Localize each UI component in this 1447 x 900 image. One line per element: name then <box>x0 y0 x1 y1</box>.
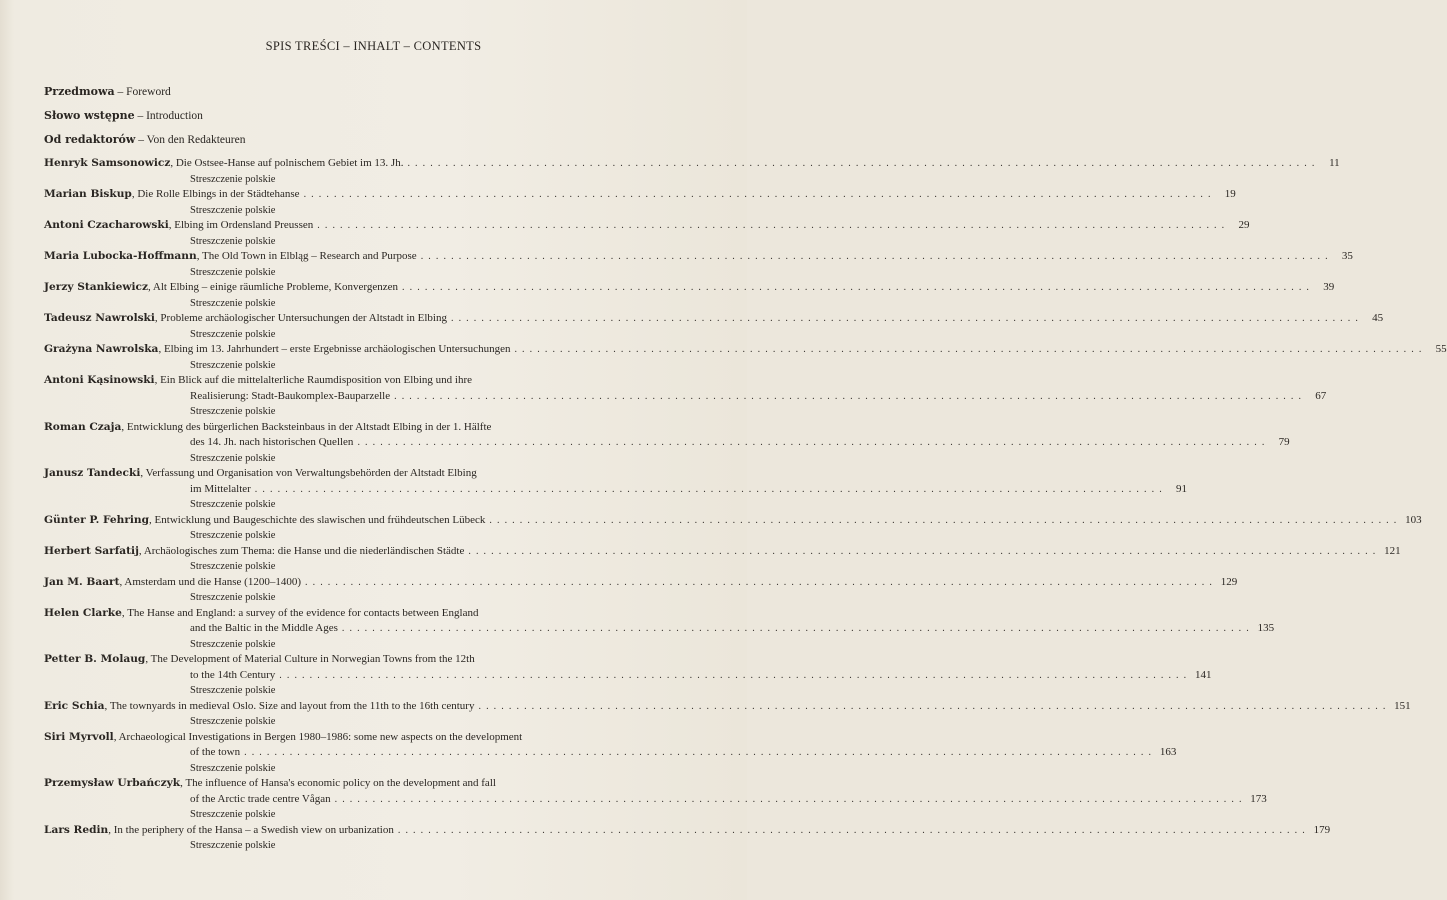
dot-leader: . . . . . . . . . . . . . . . . . . . . . . . . . . . . . . . . . . . . . . . . . . . . . . . . . . . . . . . . . . . . . . . . . . . . . . . . . . . . . . . . . . . . . . . . . . . . . . . . . . . . . . . . . . . . . . . . . . . . . . . . <box>341 623 1251 634</box>
toc-entry-line <box>44 420 688 436</box>
page-number: 79 <box>1278 436 1290 448</box>
entry-title-text <box>44 187 300 203</box>
entry-title: , Verfassung und Organisation von Verwaltungsbehörden der Altstadt Elbing <box>140 467 477 479</box>
entry-author: Grażyna Nawrolska <box>44 343 159 355</box>
toc-entry-line <box>44 482 1187 498</box>
toc-entry-line <box>44 156 1340 172</box>
polish-summary-label: Streszczenie polskie <box>190 235 276 247</box>
toc-entry-line <box>44 544 1401 560</box>
entry-title-text <box>44 280 398 296</box>
dot-leader: . . . . . . . . . . . . . . . . . . . . . . . . . . . . . . . . . . . . . . . . . . . . . . . . . . . . . . . . . . . . . . . . . . . . . . . . . . . . . . . . . . . . . . . . . . . . . . . . . . . . . . . . . . . . . . . . . . . . . . . . <box>357 437 1266 448</box>
toc-entry <box>44 420 1290 467</box>
entry-title-text <box>190 745 240 761</box>
entry-title-text <box>44 420 491 436</box>
entry-title-text <box>190 482 251 498</box>
polish-summary-label: Streszczenie polskie <box>190 762 276 774</box>
toc-entry <box>44 156 1340 187</box>
entry-author: Henryk Samsonowicz <box>44 157 171 169</box>
entry-title-text <box>190 668 275 684</box>
prelim-label: Od redaktorów <box>44 133 136 146</box>
toc-entry-line <box>44 466 688 482</box>
page-number: 163 <box>1159 746 1177 758</box>
entry-title: , Die Rolle Elbings in der Städtehanse <box>131 188 300 200</box>
entry-title-text <box>44 342 510 358</box>
dot-leader: . . . . . . . . . . . . . . . . . . . . . . . . . . . . . . . . . . . . . . . . . . . . . . . . . . . . . . . . . . . . . . . . . . . . . . . . . . . . . . . . . . . . . . . . . . . . . . . . . . . . . . . . . . . . . . . . . . . . . . . . <box>305 576 1214 588</box>
toc-entry <box>44 544 1401 575</box>
polish-summary-label: Streszczenie polskie <box>190 809 276 820</box>
entry-title-text <box>44 730 522 746</box>
entry-title-text <box>44 699 474 715</box>
entry-title: des 14. Jh. nach historischen Quellen <box>190 436 354 448</box>
prelim-label: Słowo wstępne <box>44 109 135 122</box>
entry-author: Herbert Sarfatij <box>44 544 139 557</box>
table-of-contents <box>44 84 1447 854</box>
entry-title-text <box>190 389 390 405</box>
toc-entry <box>44 699 1411 730</box>
prelim-translation: – Foreword <box>114 86 171 98</box>
entry-title: of the town <box>190 746 241 758</box>
toc-entry <box>44 342 1447 373</box>
entry-author: Antoni Kąsinowski <box>44 374 155 386</box>
polish-summary-label: Streszczenie polskie <box>190 592 276 603</box>
entry-title: , Archaeological Investigations in Bergen 1980–1986: some new aspects on the development <box>113 730 523 743</box>
toc-entry <box>44 575 1238 606</box>
page-number: 141 <box>1194 668 1212 681</box>
page-number: 11 <box>1329 157 1340 169</box>
page-number: 173 <box>1250 792 1267 805</box>
entry-title: , In the periphery of the Hansa – a Swedish view on urbanization <box>108 823 394 836</box>
polish-summary-label: Streszczenie polskie <box>190 840 276 851</box>
toc-entry <box>44 311 1384 342</box>
entry-title: , Alt Elbing – einige räumliche Probleme, Konvergenzen <box>148 281 399 293</box>
page-number: 129 <box>1220 575 1238 588</box>
entry-title-text <box>44 156 403 172</box>
toc-entry <box>44 652 1212 699</box>
dot-leader: . . . . . . . . . . . . . . . . . . . . . . . . . . . . . . . . . . . . . . . . . . . . . . . . . . . . . . . . . . . . . . . . . . . . . . . . . . . . . . . . . . . . . . . . . . . . . . . . . . . . . . . . . . . . . . . . . . . . . . . . <box>317 220 1226 231</box>
entry-title: and the Baltic in the Middle Ages <box>190 622 338 634</box>
entry-title-text <box>44 311 447 327</box>
toc-entry-line <box>44 730 688 746</box>
toc-entry <box>44 249 1353 280</box>
page-number: 151 <box>1394 699 1411 712</box>
page-number: 29 <box>1238 219 1250 231</box>
prelim-entry <box>44 108 688 132</box>
polish-summary-label: Streszczenie polskie <box>190 638 276 650</box>
entry-author: Marian Biskup <box>44 188 132 200</box>
prelim-entry <box>44 132 688 156</box>
toc-entry <box>44 373 1327 420</box>
dot-leader: . . . . . . . . . . . . . . . . . . . . . . . . . . . . . . . . . . . . . . . . . . . . . . . . . . . . . . . . . . . . . . . . . . . . . . . . . . . . . . . . . . . . . . . . . . . . . . . . . . . . . . . . . . . . . . . . . . . . . . . . <box>303 189 1212 200</box>
toc-entry <box>44 218 1250 249</box>
entry-title-text <box>44 373 472 389</box>
page-number: 135 <box>1257 622 1275 634</box>
dot-leader: . . . . . . . . . . . . . . . . . . . . . . . . . . . . . . . . . . . . . . . . . . . . . . . . . . . . . . . . . . . . . . . . . . . . . . . . . . . . . . . . . . . . . . . . . . . . . . . . . . . . . . . . . . . . . . . . . . . . . . . . <box>397 824 1307 836</box>
toc-entry-line <box>44 699 1411 715</box>
entry-title: , Elbing im 13. Jahrhundert – erste Ergebnisse archäologischen Untersuchungen <box>158 343 511 355</box>
dot-leader: . . . . . . . . . . . . . . . . . . . . . . . . . . . . . . . . . . . . . . . . . . . . . . . . . . . . . . . . . . . . . . . . . . . . . . . . . . . . . . . . . . . . . . . . . . . . . . . . . . . . . . . . . . . . . . . . . . . . . . . . <box>489 514 1398 526</box>
polish-summary-label: Streszczenie polskie <box>190 359 276 371</box>
dot-leader: . . . . . . . . . . . . . . . . . . . . . . . . . . . . . . . . . . . . . . . . . . . . . . . . . . . . . . . . . . . . . . . . . . . . . . . . . . . . . . . . . . . . . . . . . . . . . . . . . . . . . . . . . . . . . . . . . . . . . . . . <box>450 313 1360 324</box>
toc-entry <box>44 606 1275 653</box>
entry-title: , Die Ostsee-Hanse auf polnischem Gebiet im 13. Jh. <box>170 157 404 169</box>
prelim-translation: – Von den Redakteuren <box>135 134 246 146</box>
toc-entry-line <box>44 218 1250 234</box>
dot-leader: . . . . . . . . . . . . . . . . . . . . . . . . . . . . . . . . . . . . . . . . . . . . . . . . . . . . . . . . . . . . . . . . . . . . . . . . . . . . . . . . . . . . . . . . . . . . . . . . . . . . . . . . . . . . . . . . . . . . . . . . <box>420 251 1329 262</box>
entry-title: of the Arctic trade centre Vågan <box>190 792 331 805</box>
toc-entry-line <box>44 621 1275 637</box>
toc-entry <box>44 187 1236 218</box>
entry-title-text <box>44 652 475 668</box>
entry-title-text <box>44 249 417 265</box>
entry-author: Günter P. Fehring <box>44 513 150 526</box>
polish-summary-label: Streszczenie polskie <box>190 452 276 464</box>
entry-title: , Amsterdam und die Hanse (1200–1400) <box>119 575 301 588</box>
entry-title: , Archäologisches zum Thema: die Hanse und die niederländischen Städte <box>138 544 465 557</box>
page-number: 103 <box>1405 513 1422 526</box>
entry-title-text <box>190 792 331 808</box>
toc-entry-line <box>44 575 1238 591</box>
dot-leader: . . . . . . . . . . . . . . . . . . . . . . . . . . . . . . . . . . . . . . . . . . . . . . . . . . . . . . . . . . . . . . . . . . . . . . . . . . . . . . . . . . . . . . . . . . . . . . . . . . . . . . . . . . . . . . . . . . . . . . . . <box>334 793 1243 805</box>
entry-title: , The Hanse and England: a survey of the evidence for contacts between England <box>121 606 479 619</box>
entry-title: to the 14th Century <box>190 668 276 681</box>
prelim-translation: – Introduction <box>134 110 203 122</box>
page-number: 39 <box>1323 281 1335 293</box>
toc-entry-line <box>44 513 1422 529</box>
dot-leader: . . . . . . . . . . . . . . . . . . . . . . . . . . . . . . . . . . . . . . . . . . . . . . . . . . . . . . . . . . . . . . . . . . . . . . . . . . . . . . . . . . . . . . . . . . . . . . . . . . . . . . . . . . . . . . . . . . . . . . . . <box>394 390 1303 402</box>
polish-summary-label: Streszczenie polskie <box>190 173 276 185</box>
toc-entry-line <box>44 280 1335 296</box>
polish-summary-label: Streszczenie polskie <box>190 297 276 309</box>
entry-author: Jerzy Stankiewicz <box>44 281 149 293</box>
entry-title-text <box>44 575 301 591</box>
entry-title-text <box>44 606 478 622</box>
entry-title-text <box>44 466 477 482</box>
entry-title: , Elbing im Ordensland Preussen <box>168 219 314 231</box>
toc-entry-line <box>44 745 1177 761</box>
toc-entry-line <box>44 776 688 792</box>
polish-summary-label: Streszczenie polskie <box>190 266 276 278</box>
toc-entry-line <box>44 792 1267 808</box>
entry-title-text <box>44 218 313 234</box>
page-number: 67 <box>1315 389 1327 402</box>
entry-title: , The influence of Hansa's economic policy on the development and fall <box>180 777 496 789</box>
dot-leader: . . . . . . . . . . . . . . . . . . . . . . . . . . . . . . . . . . . . . . . . . . . . . . . . . . . . . . . . . . . . . . . . . . . . . . . . . . . . . . . . . . . . . . . . . . . . . . . . . . . . . . . . . . . . . . . . . . . . . . . . <box>244 747 1153 758</box>
entry-author: Eric Schia <box>44 699 105 712</box>
dot-leader: . . . . . . . . . . . . . . . . . . . . . . . . . . . . . . . . . . . . . . . . . . . . . . . . . . . . . . . . . . . . . . . . . . . . . . . . . . . . . . . . . . . . . . . . . . . . . . . . . . . . . . . . . . . . . . . . . . . . . . . . <box>279 669 1188 681</box>
entry-author: Janusz Tandecki <box>44 467 141 479</box>
toc-entry <box>44 776 1267 823</box>
page-number: 19 <box>1224 188 1236 200</box>
toc-entry-line <box>44 668 1212 684</box>
polish-summary-label: Streszczenie polskie <box>190 685 276 696</box>
dot-leader: . . . . . . . . . . . . . . . . . . . . . . . . . . . . . . . . . . . . . . . . . . . . . . . . . . . . . . . . . . . . . . . . . . . . . . . . . . . . . . . . . . . . . . . . . . . . . . . . . . . . . . . . . . . . . . . . . . . . . . . . <box>402 282 1311 293</box>
entry-author: Maria Lubocka-Hoffmann <box>44 250 197 262</box>
polish-summary-label: Streszczenie polskie <box>190 204 276 216</box>
entry-author: Lars Redin <box>44 823 109 836</box>
dot-leader: . . . . . . . . . . . . . . . . . . . . . . . . . . . . . . . . . . . . . . . . . . . . . . . . . . . . . . . . . . . . . . . . . . . . . . . . . . . . . . . . . . . . . . . . . . . . . . . . . . . . . . . . . . . . . . . . . . . . . . . . <box>407 158 1316 169</box>
page-number: 45 <box>1372 312 1384 324</box>
entry-title: , The Development of Material Culture in Norwegian Towns from the 12th <box>145 653 475 665</box>
toc-entry-line <box>44 435 1290 451</box>
toc-entry <box>44 513 1422 544</box>
entry-title: , Ein Blick auf die mittelalterliche Raumdisposition von Elbing und ihre <box>154 374 472 386</box>
toc-entry-line <box>44 342 1447 358</box>
entry-title: , The Old Town in Elbląg – Research and Purpose <box>196 250 417 262</box>
entry-title-text <box>44 544 464 560</box>
entry-title: , Probleme archäologischer Untersuchungen der Altstadt in Elbing <box>154 312 447 324</box>
page-title: SPIS TREŚCI – INHALT – CONTENTS <box>265 39 482 53</box>
entry-author: Tadeusz Nawrolski <box>44 312 155 324</box>
toc-entry-line <box>44 389 1327 405</box>
toc-entry <box>44 823 1331 854</box>
dot-leader: . . . . . . . . . . . . . . . . . . . . . . . . . . . . . . . . . . . . . . . . . . . . . . . . . . . . . . . . . . . . . . . . . . . . . . . . . . . . . . . . . . . . . . . . . . . . . . . . . . . . . . . . . . . . . . . . . . . . . . . . <box>478 700 1387 712</box>
entry-title-text <box>44 776 496 792</box>
entry-author: Antoni Czacharowski <box>44 219 169 231</box>
entry-title: Realisierung: Stadt-Baukomplex-Bauparzelle <box>190 389 391 402</box>
page-number: 91 <box>1176 482 1187 495</box>
toc-entry-line <box>44 249 1353 265</box>
entry-author: Przemysław Urbańczyk <box>44 777 181 789</box>
page-number: 35 <box>1341 250 1353 262</box>
polish-summary-label: Streszczenie polskie <box>190 328 276 340</box>
entry-author: Jan M. Baart <box>44 575 120 588</box>
toc-entry-line <box>44 606 688 622</box>
toc-entry-line <box>44 823 1331 839</box>
toc-entry-line <box>44 311 1384 327</box>
entry-author: Helen Clarke <box>44 606 122 619</box>
prelim-entry <box>44 84 688 108</box>
entry-author: Roman Czaja <box>44 420 122 433</box>
toc-entry-line <box>44 652 688 668</box>
entry-title-text <box>190 435 353 451</box>
toc-entry-line <box>44 187 1236 203</box>
prelim-label: Przedmowa <box>44 85 115 98</box>
entry-title-text <box>44 823 394 839</box>
entry-author: Siri Myrvoll <box>44 730 114 743</box>
toc-entry-line <box>44 373 688 389</box>
toc-entry <box>44 466 1187 513</box>
polish-summary-label: Streszczenie polskie <box>190 561 276 572</box>
polish-summary-label: Streszczenie polskie <box>190 499 276 510</box>
polish-summary-label: Streszczenie polskie <box>190 406 276 417</box>
dot-leader: . . . . . . . . . . . . . . . . . . . . . . . . . . . . . . . . . . . . . . . . . . . . . . . . . . . . . . . . . . . . . . . . . . . . . . . . . . . . . . . . . . . . . . . . . . . . . . . . . . . . . . . . . . . . . . . . . . . . . . . . <box>514 344 1423 355</box>
page-number: 55 <box>1435 343 1447 355</box>
entry-author: Petter B. Molaug <box>44 653 146 665</box>
polish-summary-label: Streszczenie polskie <box>190 530 276 541</box>
entry-title: im Mittelalter <box>190 482 251 495</box>
entry-title-text <box>190 621 338 637</box>
entry-title-text <box>44 513 485 529</box>
page-number: 121 <box>1384 544 1401 557</box>
toc-entry <box>44 280 1335 311</box>
page-number: 179 <box>1313 823 1331 836</box>
entry-title: , Entwicklung des bürgerlichen Backsteinbaus in der Altstadt Elbing in der 1. Hälfte <box>121 420 492 433</box>
entry-title: , The townyards in medieval Oslo. Size and layout from the 11th to the 16th century <box>104 699 475 712</box>
polish-summary-label: Streszczenie polskie <box>190 716 276 727</box>
toc-entry <box>44 730 1177 777</box>
dot-leader: . . . . . . . . . . . . . . . . . . . . . . . . . . . . . . . . . . . . . . . . . . . . . . . . . . . . . . . . . . . . . . . . . . . . . . . . . . . . . . . . . . . . . . . . . . . . . . . . . . . . . . . . . . . . . . . . . . . . . . . . <box>468 545 1377 557</box>
entry-title: , Entwicklung und Baugeschichte des slawischen und frühdeutschen Lübeck <box>149 513 486 526</box>
dot-leader: . . . . . . . . . . . . . . . . . . . . . . . . . . . . . . . . . . . . . . . . . . . . . . . . . . . . . . . . . . . . . . . . . . . . . . . . . . . . . . . . . . . . . . . . . . . . . . . . . . . . . . . . . . . . . . . . . . . . . . . . <box>254 483 1163 495</box>
